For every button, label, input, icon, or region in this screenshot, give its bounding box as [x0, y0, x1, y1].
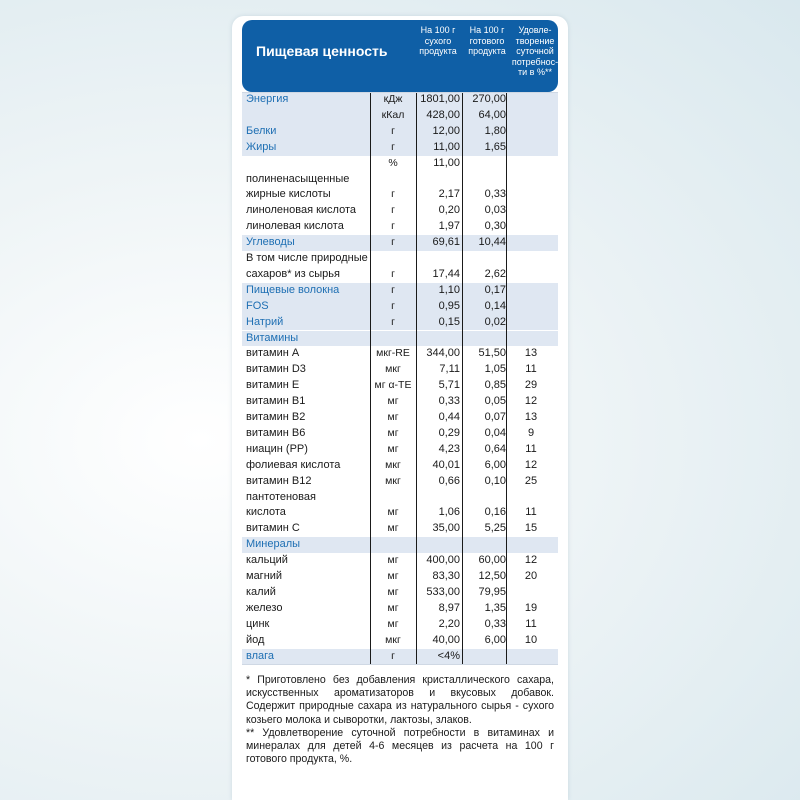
value-dry: <4% — [437, 649, 460, 662]
value-dry: 17,44 — [432, 267, 460, 280]
value-ready: 270,00 — [472, 93, 506, 105]
row-unit: мг — [387, 442, 399, 455]
table-row — [242, 108, 558, 124]
row-name: витамин B2 — [246, 411, 306, 423]
value-dry: 83,30 — [432, 570, 460, 582]
value-ready: 0,04 — [484, 426, 506, 439]
value-dry: 8,97 — [438, 601, 460, 614]
table-row — [242, 649, 558, 665]
row-name: йод — [246, 633, 265, 646]
row-name: жирные кислоты — [246, 188, 331, 201]
table-row — [242, 458, 558, 474]
value-ready: 0,85 — [484, 379, 506, 392]
row-unit: г — [391, 220, 395, 233]
table-row — [242, 187, 558, 203]
value-dry: 400,00 — [426, 554, 460, 567]
value-ready: 10,44 — [478, 236, 506, 249]
row-name: Энергия — [246, 93, 289, 105]
value-ready: 0,10 — [484, 474, 506, 487]
row-unit: мкг — [385, 633, 401, 646]
table-row — [242, 251, 558, 267]
value-dry: 11,00 — [433, 140, 460, 153]
column-divider — [370, 92, 371, 664]
row-unit: мкг — [385, 458, 401, 471]
row-name: линоленовая кислота — [246, 204, 356, 217]
value-dry: 69,61 — [432, 236, 460, 249]
value-daily-need: 13 — [524, 347, 538, 360]
value-ready: 2,62 — [484, 267, 506, 280]
column-divider — [506, 92, 507, 664]
row-unit: мг — [387, 585, 399, 598]
value-dry: 35,00 — [432, 522, 460, 535]
row-unit: кКал — [381, 108, 405, 121]
row-unit: мг — [387, 395, 399, 408]
value-dry: 428,00 — [426, 108, 460, 121]
value-dry: 0,44 — [438, 411, 460, 423]
table-row — [242, 394, 558, 410]
table-row — [242, 92, 558, 108]
value-ready: 1,80 — [484, 124, 506, 137]
table-row — [242, 585, 558, 601]
value-ready: 0,33 — [484, 617, 506, 630]
value-dry: 0,15 — [438, 315, 460, 328]
row-unit: мг — [387, 411, 399, 423]
value-daily-need: 11 — [525, 617, 537, 630]
row-unit: г — [391, 315, 395, 328]
row-name: витамин B6 — [246, 426, 306, 439]
table-row — [242, 203, 558, 219]
value-dry: 1801,00 — [420, 93, 460, 105]
value-dry: 40,01 — [432, 458, 460, 471]
row-name: калий — [246, 585, 276, 598]
row-name: кислота — [246, 506, 286, 519]
table-row — [242, 537, 558, 553]
footnote-1: * Приготовлено без добавления кристаллического сахара, искусственных ароматизаторов и вкусовых добавок. Содержит природные сахара из натурального сырья - сухого козьего молока и сыворотки, лактозы, злаков. — [246, 674, 554, 726]
row-name: витамин D3 — [246, 363, 306, 376]
row-unit: г — [391, 124, 395, 137]
row-name: полиненасыщенные — [246, 172, 350, 185]
row-name: ниацин (PP) — [246, 442, 308, 455]
row-unit: мкг — [385, 363, 401, 376]
table-title: Пищевая ценность — [256, 43, 388, 59]
table-row — [242, 331, 558, 347]
value-ready: 0,16 — [484, 506, 506, 519]
value-dry: 0,33 — [438, 395, 460, 408]
value-ready: 1,35 — [484, 601, 506, 614]
row-name: витамин А — [246, 347, 300, 360]
row-divider — [242, 92, 558, 93]
value-daily-need: 12 — [524, 458, 538, 471]
row-name: витамин B1 — [246, 395, 306, 408]
row-name: магний — [246, 570, 283, 582]
row-name: Витамины — [246, 331, 299, 344]
row-unit: г — [391, 204, 395, 217]
value-ready: 6,00 — [484, 633, 506, 646]
value-ready: 5,25 — [484, 522, 506, 535]
value-daily-need: 11 — [525, 363, 537, 376]
table-row — [242, 235, 558, 251]
row-unit: мг — [387, 601, 399, 614]
column-header-ready: На 100 г готового продукта — [468, 25, 506, 56]
value-dry: 1,97 — [438, 220, 460, 233]
row-name: Жиры — [246, 140, 277, 153]
value-daily-need: 15 — [524, 522, 538, 535]
row-unit: г — [391, 140, 395, 153]
row-name: витамин С — [246, 522, 300, 535]
table-row — [242, 172, 558, 188]
column-header-daily-need: Удовле-творение суточной потребнос-ти в %** — [511, 25, 559, 77]
row-unit: г — [391, 267, 395, 280]
row-unit: мг — [387, 554, 399, 567]
value-daily-need: 13 — [524, 411, 538, 423]
row-unit: г — [391, 299, 395, 312]
value-ready: 0,07 — [484, 411, 506, 423]
table-row — [242, 362, 558, 378]
value-dry: 0,29 — [438, 426, 460, 439]
table-row — [242, 505, 558, 521]
column-divider — [416, 92, 417, 664]
value-ready: 1,05 — [484, 363, 506, 376]
value-daily-need: 11 — [525, 506, 537, 519]
value-dry: 1,10 — [438, 283, 460, 296]
value-ready: 12,50 — [478, 570, 506, 582]
table-row — [242, 267, 558, 283]
value-dry: 4,23 — [438, 442, 460, 455]
value-dry: 533,00 — [426, 585, 460, 598]
footnote-2: ** Удовлетворение суточной потребности в витаминах и минералах для детей 4-6 месяцев из расчета на 100 г готового продукта, %. — [246, 726, 554, 766]
table-row — [242, 601, 558, 617]
value-ready: 0,64 — [484, 442, 506, 455]
value-ready: 0,02 — [484, 315, 506, 328]
table-row — [242, 633, 558, 649]
row-name: фолиевая кислота — [246, 458, 341, 471]
value-ready: 79,95 — [478, 585, 506, 598]
value-dry: 12,00 — [432, 124, 460, 137]
table-row — [242, 426, 558, 442]
row-unit: мг — [387, 570, 399, 582]
table-row — [242, 124, 558, 140]
value-ready: 0,17 — [484, 283, 506, 296]
value-daily-need: 19 — [524, 601, 538, 614]
value-dry: 344,00 — [426, 347, 460, 360]
value-daily-need: 12 — [524, 395, 538, 408]
value-daily-need: 29 — [524, 379, 538, 392]
row-unit: мг α-TE — [374, 379, 412, 392]
table-row — [242, 553, 558, 569]
value-ready: 0,03 — [484, 204, 506, 217]
row-unit: г — [391, 649, 395, 662]
row-name: линолевая кислота — [246, 220, 344, 233]
row-name: витамин Е — [246, 379, 300, 392]
row-unit: мг — [387, 506, 399, 519]
value-dry: 2,17 — [438, 188, 460, 201]
row-name: Пищевые волокна — [246, 283, 340, 296]
table-row — [242, 156, 558, 172]
row-divider — [242, 664, 558, 665]
row-unit: мкг-RE — [376, 347, 410, 360]
value-dry: 7,11 — [439, 363, 460, 376]
column-divider — [462, 92, 463, 664]
row-unit: % — [388, 156, 398, 169]
table-row — [242, 490, 558, 506]
value-dry: 0,66 — [438, 474, 460, 487]
row-name: FOS — [246, 299, 269, 312]
table-row — [242, 521, 558, 537]
row-name: Натрий — [246, 315, 284, 328]
value-daily-need: 12 — [524, 554, 538, 567]
row-name: витамин B12 — [246, 474, 312, 487]
table-row — [242, 617, 558, 633]
value-daily-need: 10 — [524, 633, 538, 646]
row-unit: мг — [387, 617, 399, 630]
value-dry: 2,20 — [438, 617, 460, 630]
row-unit: мкг — [385, 474, 401, 487]
table-row — [242, 474, 558, 490]
value-dry: 40,00 — [432, 633, 460, 646]
table-row — [242, 299, 558, 315]
value-ready: 64,00 — [478, 108, 506, 121]
value-daily-need: 25 — [524, 474, 538, 487]
table-row — [242, 378, 558, 394]
value-ready: 0,14 — [484, 299, 506, 312]
row-name: цинк — [246, 617, 270, 630]
value-ready: 51,50 — [478, 347, 506, 360]
row-name: влага — [246, 649, 275, 662]
row-name: Белки — [246, 124, 277, 137]
column-header-dry: На 100 г сухого продукта — [419, 25, 457, 56]
table-row — [242, 315, 558, 331]
table-row — [242, 219, 558, 235]
value-ready: 0,30 — [484, 220, 506, 233]
value-ready: 60,00 — [478, 554, 506, 567]
value-ready: 0,05 — [484, 395, 506, 408]
table-row — [242, 410, 558, 426]
value-ready: 0,33 — [484, 188, 506, 201]
row-unit: г — [391, 236, 395, 249]
footnotes — [246, 674, 554, 766]
value-daily-need: 11 — [525, 442, 537, 455]
row-name: железо — [246, 601, 283, 614]
row-name: Минералы — [246, 538, 301, 551]
value-dry: 0,95 — [438, 299, 460, 312]
table-header — [242, 20, 558, 92]
value-dry: 1,06 — [438, 506, 460, 519]
row-name: В том числе природные — [246, 252, 368, 264]
value-daily-need: 20 — [524, 570, 538, 582]
row-unit: г — [391, 188, 395, 201]
row-unit: мг — [387, 522, 399, 535]
row-unit: г — [391, 283, 395, 296]
row-unit: мг — [387, 426, 399, 439]
row-name: Углеводы — [246, 236, 295, 249]
table-row — [242, 283, 558, 299]
value-ready: 6,00 — [484, 458, 506, 471]
value-ready: 1,65 — [484, 140, 506, 153]
value-daily-need: 9 — [527, 426, 535, 439]
table-row — [242, 346, 558, 362]
value-dry: 11,00 — [433, 156, 460, 169]
row-name: пантотеновая — [246, 490, 316, 503]
table-row — [242, 442, 558, 458]
row-unit: кДж — [383, 93, 403, 105]
table-row — [242, 140, 558, 156]
value-dry: 0,20 — [438, 204, 460, 217]
row-name: сахаров* из сырья — [246, 267, 340, 280]
row-name: кальций — [246, 554, 288, 567]
table-row — [242, 569, 558, 585]
value-dry: 5,71 — [438, 379, 460, 392]
